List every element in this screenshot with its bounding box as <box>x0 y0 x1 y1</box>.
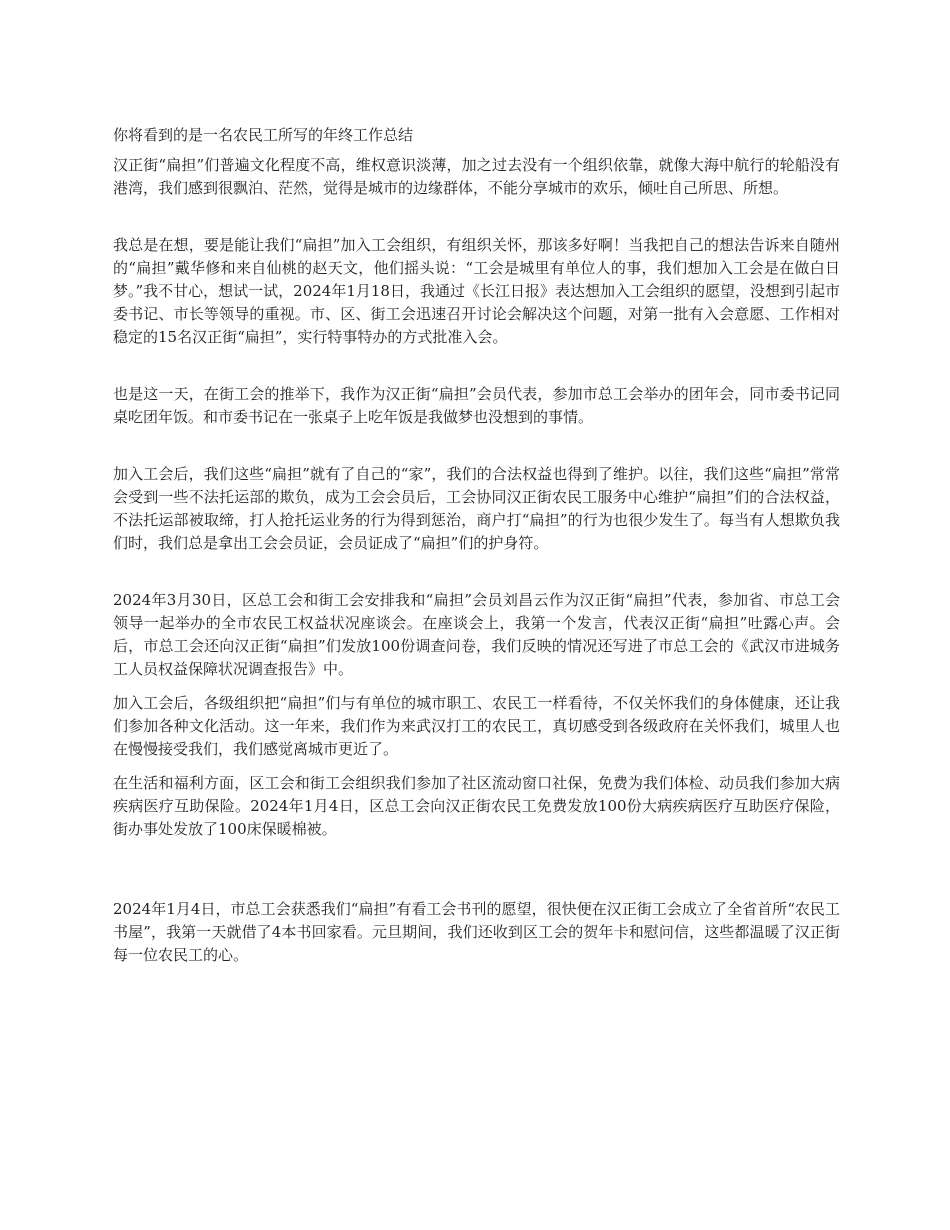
paragraph: 也是这一天，在街工会的推举下，我作为汉正街“扁担”会员代表，参加市总工会举办的团年会，同市委书记同桌吃团年饭。和市委书记在一张桌子上吃年饭是我做梦也没想到的事情。 <box>113 385 840 426</box>
paragraph: 加入工会后，我们这些“扁担”就有了自己的“家”，我们的合法权益也得到了维护。以往，我们这些“扁担”常常会受到一些不法托运部的欺负，成为工会会员后，工会协同汉正街农民工服务中心维护“扁担”们的合法权益，不法托运部被取缔，打人抢托运业务的行为得到惩治，商户打“扁担”的行为也很少发生了。每当有人想欺负我们时，我们总是拿出工会会员证，会员证成了“扁担”们的护身符。 <box>113 465 840 552</box>
paragraph: 我总是在想，要是能让我们“扁担”加入工会组织，有组织关怀，那该多好啊！当我把自己的想法告诉来自随州的“扁担”戴华修和来自仙桃的赵天文，他们摇头说：“工会是城里有单位人的事，我们想加入工会是在做白日梦。”我不甘心，想试一试，2024年1月18日，我通过《长江日报》表达想加入工会组织的愿望，没想到引起市委书记、市长等领导的重视。市、区、街工会迅速召开讨论会解决这个问题，对第一批有入会意愿、工作相对稳定的15名汉正街“扁担”，实行特事特办的方式批准入会。 <box>113 236 840 346</box>
paragraph: 汉正街“扁担”们普遍文化程度不高，维权意识淡薄，加之过去没有一个组织依靠，就像大海中航行的轮船没有港湾，我们感到很飘泊、茫然，觉得是城市的边缘群体，不能分享城市的欢乐，倾吐自己所思、所想。 <box>113 156 840 197</box>
document-title: 你将看到的是一名农民工所写的年终工作总结 <box>113 126 414 144</box>
paragraph: 加入工会后，各级组织把“扁担”们与有单位的城市职工、农民工一样看待，不仅关怀我们的身体健康，还让我们参加各种文化活动。这一年来，我们作为来武汉打工的农民工，真切感受到各级政府在关怀我们，城里人也在慢慢接受我们，我们感觉离城市更近了。 <box>113 694 840 758</box>
paragraph: 2024年3月30日，区总工会和街工会安排我和“扁担”会员刘昌云作为汉正街“扁担”代表，参加省、市总工会领导一起举办的全市农民工权益状况座谈会。在座谈会上，我第一个发言，代表汉正街“扁担”吐露心声。会后，市总工会还向汉正街“扁担”们发放100份调查问卷，我们反映的情况还写进了市总工会的《武汉市进城务工人员权益保障状况调查报告》中。 <box>113 591 840 678</box>
paragraph: 2024年1月4日，市总工会获悉我们“扁担”有看工会书刊的愿望，很快便在汉正街工会成立了全省首所“农民工书屋”，我第一天就借了4本书回家看。元旦期间，我们还收到区工会的贺年卡和慰问信，这些都温暖了汉正街每一位农民工的心。 <box>113 900 840 964</box>
paragraph: 在生活和福利方面，区工会和街工会组织我们参加了社区流动窗口社保，免费为我们体检、动员我们参加大病疾病医疗互助保险。2024年1月4日，区总工会向汉正街农民工免费发放100份大病疾病医疗互助医疗保险，街办事处发放了100床保暖棉被。 <box>113 774 840 838</box>
document-body <box>113 124 840 967</box>
